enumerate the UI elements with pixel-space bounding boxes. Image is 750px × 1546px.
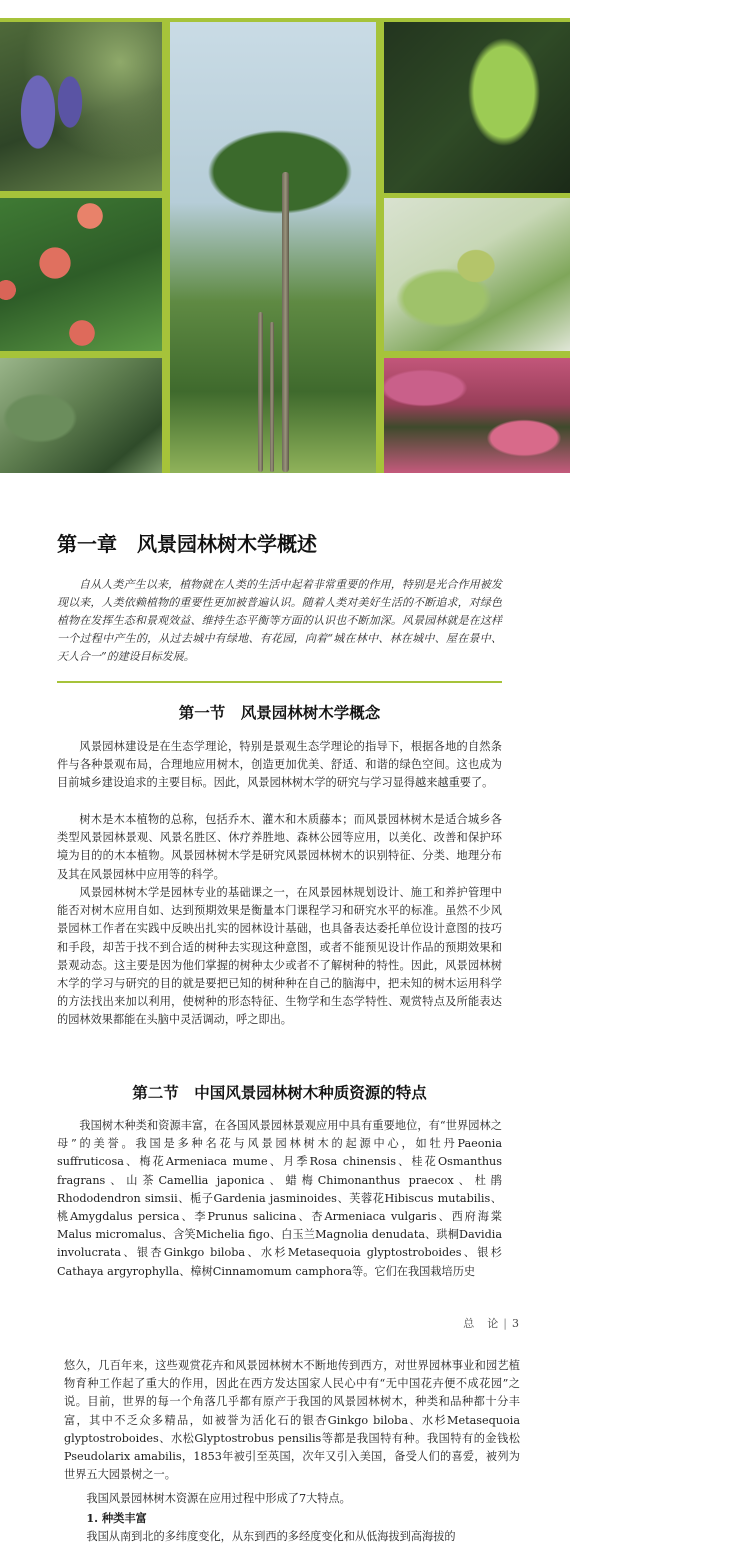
body-paragraph: 悠久，几百年来，这些观赏花卉和风景园林树木不断地传到西方，对世界园林事业和园艺植物育种工作起了重大的作用，因此在西方发达国家人民心中有“无中国花卉便不成花园”之说。目前，世界的每一个角落几乎都有原产于我国的风景园林树木，种类和品种都十分丰富，其中不乏众多精品，如被誉为活化石的银杏Ginkgo biloba、水杉Metasequoia glyptostroboides、水松Glyptostrobus pensilis等都是我国特有种。我国特有的金钱松Pseudolarix amabilis，1853年被引至英国，次年又引入美国，备受人们的喜爱，被列为世界五大园景树之一。 <box>64 1359 520 1482</box>
subheading: 1. 种类丰富 <box>86 1511 147 1525</box>
photo-coconut-palm <box>170 22 376 473</box>
body-paragraph: 风景园林建设是在生态学理论，特别是景观生态学理论的指导下，根据各地的自然条件与各种景观布局，合理地应用树木，创造更加优美、舒适、和谐的绿色空间。这也成为目前城乡建设追求的主要目标。因此，风景园林树木学的研究与学习显得越来越重要了。 <box>57 740 502 790</box>
photo-shrub-leaves <box>0 358 162 473</box>
body-paragraph: 树木是木本植物的总称，包括乔木、灌木和木质藤本；而风景园林树木是适合城乡各类型风景园林景观、风景名胜区、休疗养胜地、森林公园等应用，以美化、改善和保护环境为目的的木本植物。风景园林树木学是研究风景园林树木的识别特征、分类、地理分布及其在风景园林中应用等的科学。 <box>57 813 502 881</box>
section-title: 第二节 中国风景园林树木种质资源的特点 <box>132 1084 427 1102</box>
section-divider <box>57 681 502 683</box>
page-number: 3 <box>512 1317 520 1330</box>
running-head: 总 论 <box>463 1317 500 1330</box>
page-folio <box>330 1316 520 1332</box>
photo-collage <box>0 18 570 473</box>
body-paragraph: 我国风景园林树木资源在应用过程中形成了7大特点。 <box>86 1492 351 1505</box>
photo-pink-flowers <box>384 358 570 473</box>
photo-fir-cones <box>0 22 162 191</box>
body-paragraph: 风景园林树木学是园林专业的基础课之一，在风景园林规划设计、施工和养护管理中能否对树木应用自如、达到预期效果是衡量本门课程学习和研究水平的标准。虽然不少风景园林工作者在实践中反映出扎实的园林设计基础，也具备表达委托单位设计意图的技巧和手段，却苦于找不到合适的树种去实现这种意图，或者不能预见设计作品的预期效果和景观动态。这主要是因为他们掌握的树种太少或者不了解树种的特性。因此，风景园林树木学的学习与研究的目的就是要把已知的树种种在自己的脑海中，把未知的树木运用科学的方法找出来加以利用，使树种的形态特征、生物学和生态学特性、观赏特点及所能表达的园林效果都能在头脑中灵活调动，呼之即出。 <box>57 886 502 1027</box>
chapter-title: 第一章 风景园林树木学概述 <box>57 532 317 556</box>
section-title: 第一节 风景园林树木学概念 <box>178 704 381 722</box>
palm-trunk <box>282 172 289 472</box>
photo-compound-leaves <box>384 22 570 193</box>
body-paragraph: 我国从南到北的多纬度变化，从东到西的多经度变化和从低海拔到高海拔的 <box>86 1530 456 1543</box>
photo-peach-fruits <box>0 198 162 351</box>
photo-tulip-tree <box>384 198 570 351</box>
palm-trunk <box>258 312 263 472</box>
chapter-intro: 自从人类产生以来，植物就在人类的生活中起着非常重要的作用，特别是光合作用被发现以来，人类依赖植物的重要性更加被普遍认识。随着人类对美好生活的不断追求，对绿色植物在发挥生态和景观效益、维持生态平衡等方面的认识也不断加深。风景园林就是在这样一个过程中产生的，从过去城中有绿地、有花园，向着“城在林中、林在城中、屋在景中、天人合一”的建设目标发展。 <box>57 578 502 663</box>
body-paragraph: 我国树木种类和资源丰富，在各国风景园林景观应用中具有重要地位，有“世界园林之母”的美誉。我国是多种名花与风景园林树木的起源中心，如牡丹Paeonia suffruticosa、梅花Armeniaca mume、月季Rosa chinensis、桂花Osmanthus fragrans、山茶Camellia japonica、蜡梅Chimonanthus praecox、杜鹃Rhododendron simsii、栀子Gardenia jasminoides、芙蓉花Hibiscus mutabilis、桃Amygdalus persica、李Prunus salicina、杏Armeniaca vulgaris、西府海棠Malus micromalus、含笑Michelia figo、白玉兰Magnolia denudata、珙桐Davidia involucrata、银杏Ginkgo biloba、水杉Metasequoia glyptostroboides、银杉Cathaya argyrophylla、樟树Cinnamomum camphora等。它们在我国栽培历史 <box>57 1119 502 1278</box>
palm-trunk <box>270 322 274 472</box>
folio-separator: | <box>503 1317 508 1330</box>
